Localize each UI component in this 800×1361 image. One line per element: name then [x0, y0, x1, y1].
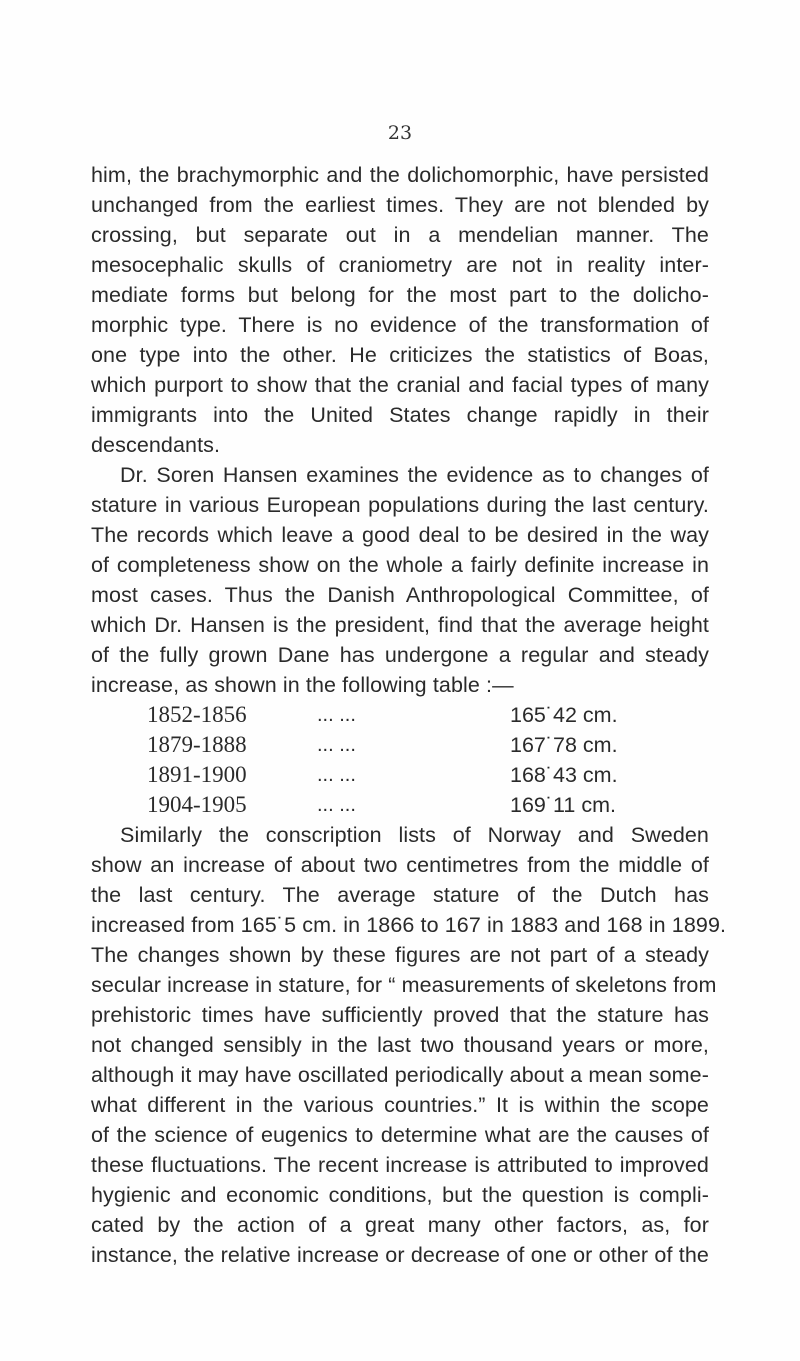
text-line: prehistoric times have sufficiently proved that the stature has: [91, 1003, 709, 1027]
text-line: crossing, but separate out in a mendelian manner. The: [91, 223, 709, 247]
table-leader-dots: ... ...: [317, 764, 356, 786]
text-line: show an increase of about two centimetres from the middle of: [91, 853, 709, 877]
text-line: instance, the relative increase or decrease of one or other of the: [91, 1243, 709, 1267]
table-value: 168˙43 cm.: [510, 763, 618, 787]
table-value: 169˙11 cm.: [510, 793, 616, 817]
text-line: what different in the various countries.” It is within the scope: [91, 1093, 709, 1117]
text-line: which purport to show that the cranial and facial types of many: [91, 373, 709, 397]
text-line: mediate forms but belong for the most part to the dolicho-: [91, 283, 709, 307]
text-line: one type into the other. He criticizes the statistics of Boas,: [91, 343, 709, 367]
text-line: increase, as shown in the following table :—: [91, 673, 514, 697]
text-line: hygienic and economic conditions, but the question is compli-: [91, 1183, 709, 1207]
text-line: of the fully grown Dane has undergone a regular and steady: [91, 643, 709, 667]
text-line: morphic type. There is no evidence of the transformation of: [91, 313, 709, 337]
table-leader-dots: ... ...: [317, 734, 356, 756]
text-line: which Dr. Hansen is the president, find that the average height: [91, 613, 709, 637]
table-period: 1852-1856: [147, 702, 247, 727]
text-line: although it may have oscillated periodically about a mean some-: [91, 1063, 709, 1087]
table-leader-dots: ... ...: [317, 704, 356, 726]
text-line: increased from 165˙5 cm. in 1866 to 167 in 1883 and 168 in 1899.: [91, 913, 727, 937]
text-line: The records which leave a good deal to be desired in the way: [91, 523, 709, 547]
text-line: not changed sensibly in the last two thousand years or more,: [91, 1033, 709, 1057]
table-period: 1879-1888: [147, 732, 247, 757]
text-line: of completeness show on the whole a fairly definite increase in: [91, 553, 709, 577]
table-value: 167˙78 cm.: [510, 733, 618, 757]
text-line: Similarly the conscription lists of Norway and Sweden: [120, 823, 709, 847]
text-line: immigrants into the United States change rapidly in their: [91, 403, 709, 427]
text-line: these fluctuations. The recent increase is attributed to improved: [91, 1153, 709, 1177]
table-period: 1891-1900: [147, 762, 247, 787]
text-line: secular increase in stature, for “ measurements of skeletons from: [91, 973, 717, 997]
text-line: of the science of eugenics to determine what are the causes of: [91, 1123, 709, 1147]
text-line: mesocephalic skulls of craniometry are not in reality inter-: [91, 253, 709, 277]
text-line: stature in various European populations during the last century.: [91, 493, 709, 517]
table-value: 165˙42 cm.: [510, 703, 618, 727]
text-line: cated by the action of a great many other factors, as, for: [91, 1213, 709, 1237]
table-period: 1904-1905: [147, 792, 247, 817]
text-line: The changes shown by these figures are not part of a steady: [91, 943, 709, 967]
text-line: Dr. Soren Hansen examines the evidence as to changes of: [120, 463, 709, 487]
text-line: most cases. Thus the Danish Anthropological Committee, of: [91, 583, 709, 607]
text-line: descendants.: [91, 433, 221, 457]
text-line: the last century. The average stature of the Dutch has: [91, 883, 709, 907]
table-leader-dots: ... ...: [317, 794, 356, 816]
text-line: him, the brachymorphic and the dolichomorphic, have persisted: [91, 163, 709, 187]
text-line: unchanged from the earliest times. They are not blended by: [91, 193, 709, 217]
page-number: 23: [387, 122, 413, 144]
